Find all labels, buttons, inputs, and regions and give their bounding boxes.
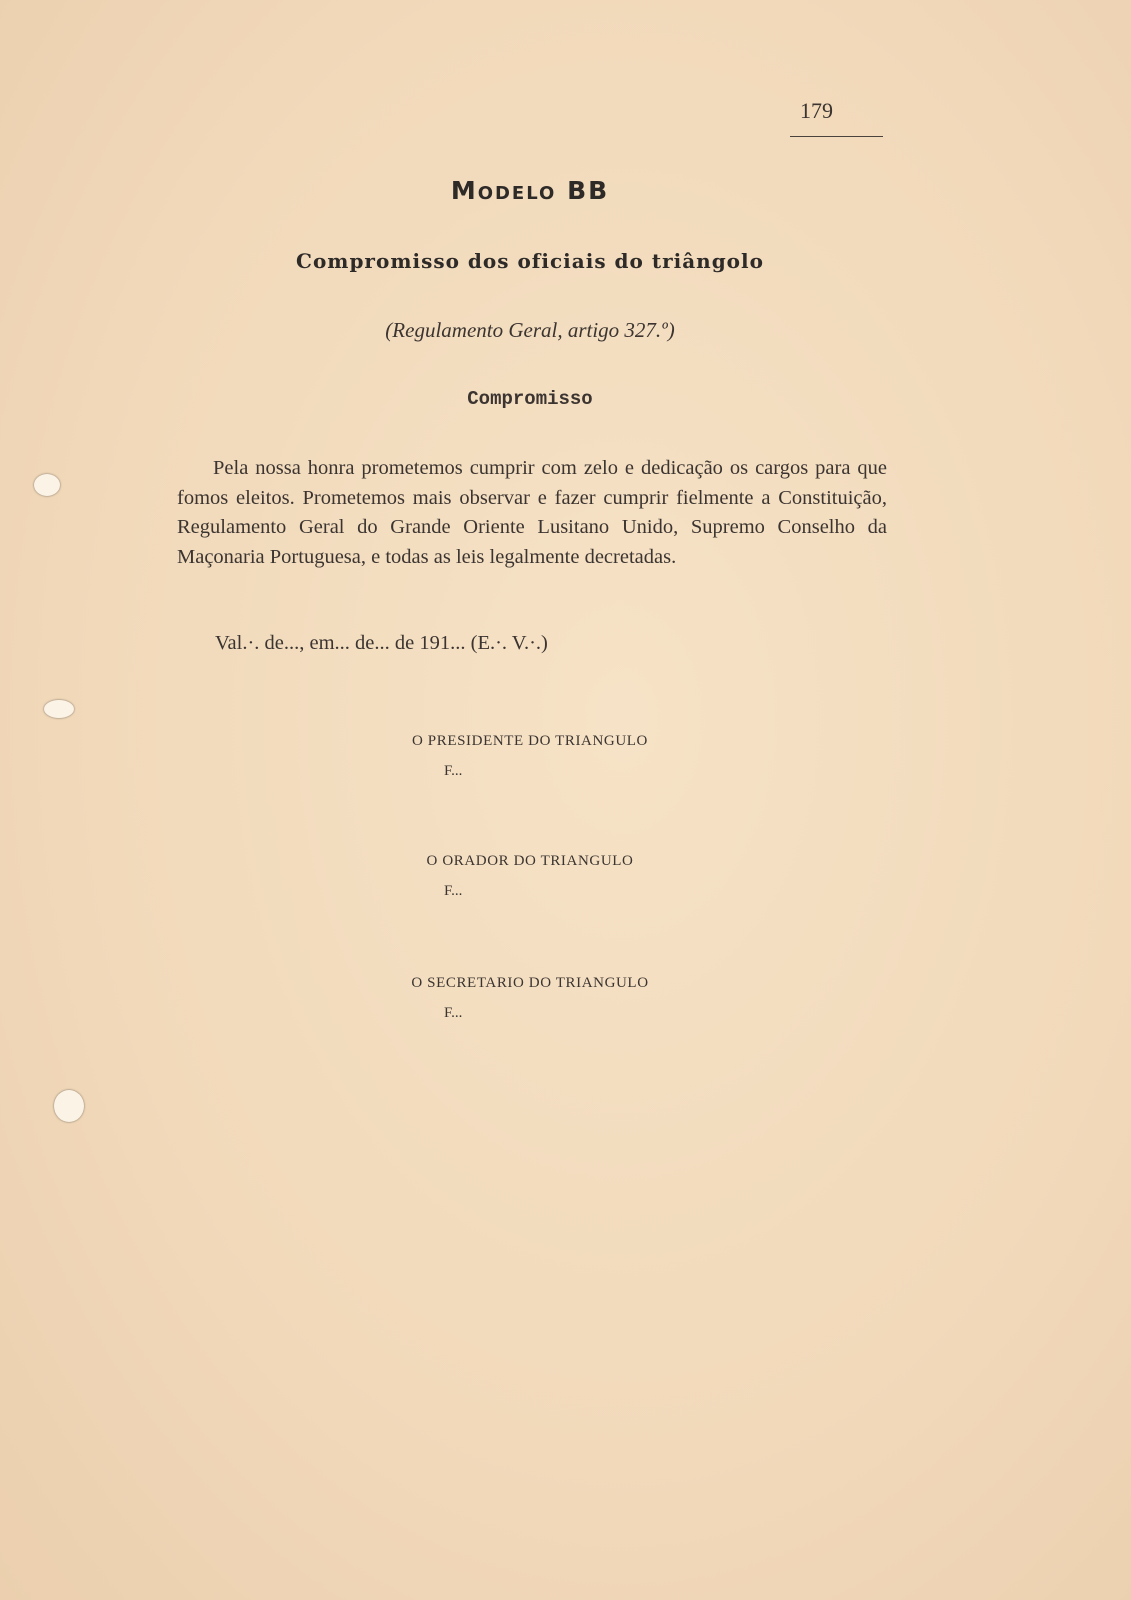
signature-name-orator: F... [444,883,463,899]
page-number: 179 [800,98,833,123]
regulation-reference: (Regulamento Geral, artigo 327.º) [385,318,675,342]
punch-hole-3 [54,1090,84,1122]
signature-role-secretary: O SECRETARIO DO TRIANGULO [411,975,649,991]
signature-role-orator: O ORADOR DO TRIANGULO [426,853,634,869]
signature-role-president: O PRESIDENTE DO TRIANGULO [412,733,648,749]
signature-name-secretary: F... [444,1005,463,1021]
page-number-rule [790,136,883,137]
section-heading: Compromisso [467,388,593,410]
punch-hole-2 [44,700,74,718]
oath-paragraph: Pela nossa honra prometemos cumprir com zelo e dedicação os cargos para que fomos eleitos. Prometemos mais observar e fazer cumprir fielmente a Constituição, Regulamento Geral do Grande Oriente Lusitano Unido, Supremo Conselho da Maçonaria Portuguesa, e todas as leis legalmente decretadas. [177,457,887,568]
punch-hole-1 [34,474,60,496]
subtitle: Compromisso dos oficiais do triângolo [296,249,764,273]
page-title: Modelo BB [450,176,610,205]
date-line: Val.·. de..., em... de... de 191... (E.·. V.·.) [215,632,548,654]
signature-name-president: F... [444,763,463,779]
